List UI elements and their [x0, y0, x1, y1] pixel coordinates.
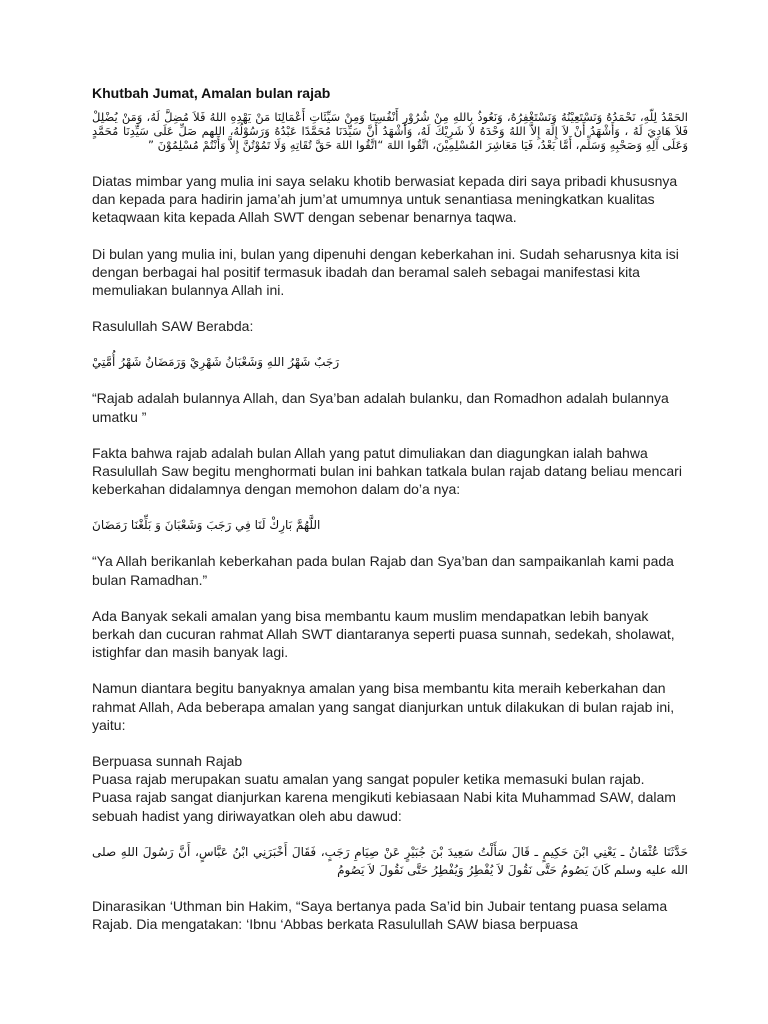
hadith-rajab-translation: “Rajab adalah bulannya Allah, dan Sya’ban adalah bulanku, dan Romadhon adalah bulannya umatku ” — [92, 390, 669, 425]
paragraph-dinarasikan: Dinarasikan ‘Uthman bin Hakim, “Saya bertanya pada Sa’id bin Jubair tentang puasa selama Rajab. Dia mengatakan: ‘Ibnu ‘Abbas berkata Rasulullah SAW biasa berpuasa — [92, 897, 668, 933]
doa-arabic: اللَّهُمَّ بَارِكْ لَنَا فِي رَجَبَ وَشَعْبَانَ وَ بَلِّغْنَا رَمَضَانَ — [92, 518, 321, 533]
paragraph-amalan-banyak: Ada Banyak sekali amalan yang bisa membantu kaum muslim mendapatkan lebih banyak berkah dan cucuran rahmat Allah SWT diantaranya seperti puasa sunnah, sedekah, sholawat, istighfar dan masih banyak lagi. — [92, 607, 675, 661]
hadith-rajab-arabic: رَجَبٌ شَهْرُ اللهِ وَشَعْبَانُ شَهْرِيْ وَرَمَضَانُ شَهْرُ أُمَّتِيْ — [92, 355, 340, 370]
doa-translation: “Ya Allah berikanlah keberkahan pada bulan Rajab dan Sya’ban dan sampaikanlah kami pada bulan Ramadhan.” — [92, 553, 674, 588]
paragraph-rasulullah-bersabda: Rasulullah SAW Berabda: — [92, 318, 254, 335]
paragraph-wasiat: Diatas mimbar yang mulia ini saya selaku khotib berwasiat kepada diri saya pribadi khususnya dan kepada para hadirin jama’ah jum’at umumnya untuk senantiasa meningkatkan kualitas ketaqwaan kita kepada Allah SWT dengan sebenar benarnya taqwa. — [92, 173, 678, 226]
document-title: Khutbah Jumat, Amalan bulan rajab — [92, 85, 331, 101]
section-puasa-rajab — [92, 752, 688, 825]
hadith-abu-dawud-arabic: حَدَّثَنَا عُثْمَانُ ـ يَعْنِي ابْنَ حَكِيمٍ ـ قَالَ سَأَلْتُ سَعِيدَ بْنَ جُبَيْرٍ عَنْ صِيَامِ رَجَبٍ، فَقَالَ أَخْبَرَنِي ابْنُ عَبَّاسٍ، أَنَّ رَسُولَ اللهِ صلى الله عليه وسلم كَانَ يَصُومُ حَتَّى نَقُولَ لاَ يُفْطِرُ وَيُفْطِرُ حَتَّى نَقُولَ لاَ يَصُومُ — [92, 844, 688, 877]
paragraph-bulan-mulia: Di bulan yang mulia ini, bulan yang dipenuhi dengan keberkahan ini. Sudah seharusnya kita isi dengan berbagai hal positif termasuk ibadah dan beramal saleh sebagai manifestasi kita memuliakan bulannya Allah ini. — [92, 245, 679, 299]
opening-arabic-text: الحَمْدُ لِلّهِ، نَحْمَدُهُ وَنَسْتَعِيْنُهُ وَنَسْتَغْفِرُهُ، وَنَعُوذُ بِاللهِ مِنْ شُرُوْرِ أَنْفُسِنَا وَمِنْ سَيِّئَاتِ أَعْمَالِنَا مَنْ يَهْدِهِ اللهُ فَلاَ مُضِلَّ لَهُ، وَمَنْ يُضْلِلْ فَلاَ هَادِيَ لَهُ ، وَأَشْهَدُ أَنْ لاَ إِلَهَ إِلاَّ اللهُ وَحْدَهُ لاَ شَرِيْكَ لَهُ، وَأَشْهَدُ أَنَّ سَيِّدَنَا مُحَمَّدًا عَبْدُهُ وَرَسُوْلُهُ، اللهم صَلِّ عَلَى سَيِّدِنَا مُحَمَّدٍ وَعَلَى آلِهِ وَصَحْبِهِ وَسَلِّم، أَمَّا بَعْدُ، فَيَا مَعَاشِرَ المُسْلِمِيْنَ، اتَّقُوا اللهَ “اتَّقُوا اللهَ حَقَّ تُقَاتِهِ وَلَا تَمُوْتُنَّ إِلاَّ وَأَنْتُمْ مُسْلِمُوْنَ ” — [92, 110, 688, 152]
section-line-2: Puasa rajab sangat dianjurkan karena mengikuti kebiasaan Nabi kita Muhammad SAW, dalam sebuah hadist yang diriwayatkan oleh abu dawud: — [92, 789, 676, 824]
paragraph-amalan-dianjurkan: Namun diantara begitu banyaknya amalan yang bisa membantu kita meraih keberkahan dan rahmat Allah, Ada beberapa amalan yang sangat dianjurkan untuk dilakukan di bulan rajab ini, yaitu: — [92, 680, 675, 733]
section-heading: Berpuasa sunnah Rajab — [92, 753, 243, 770]
section-line-1: Puasa rajab merupakan suatu amalan yang sangat populer ketika memasuki bulan rajab. — [92, 771, 645, 788]
paragraph-fakta-rajab: Fakta bahwa rajab adalah bulan Allah yang patut dimuliakan dan diagungkan ialah bahwa Rasulullah Saw begitu menghormati bulan ini bahkan tatkala bulan rajab datang beliau mencari keberkahan didalamnya dengan memohon dalam do’a nya: — [92, 444, 682, 498]
